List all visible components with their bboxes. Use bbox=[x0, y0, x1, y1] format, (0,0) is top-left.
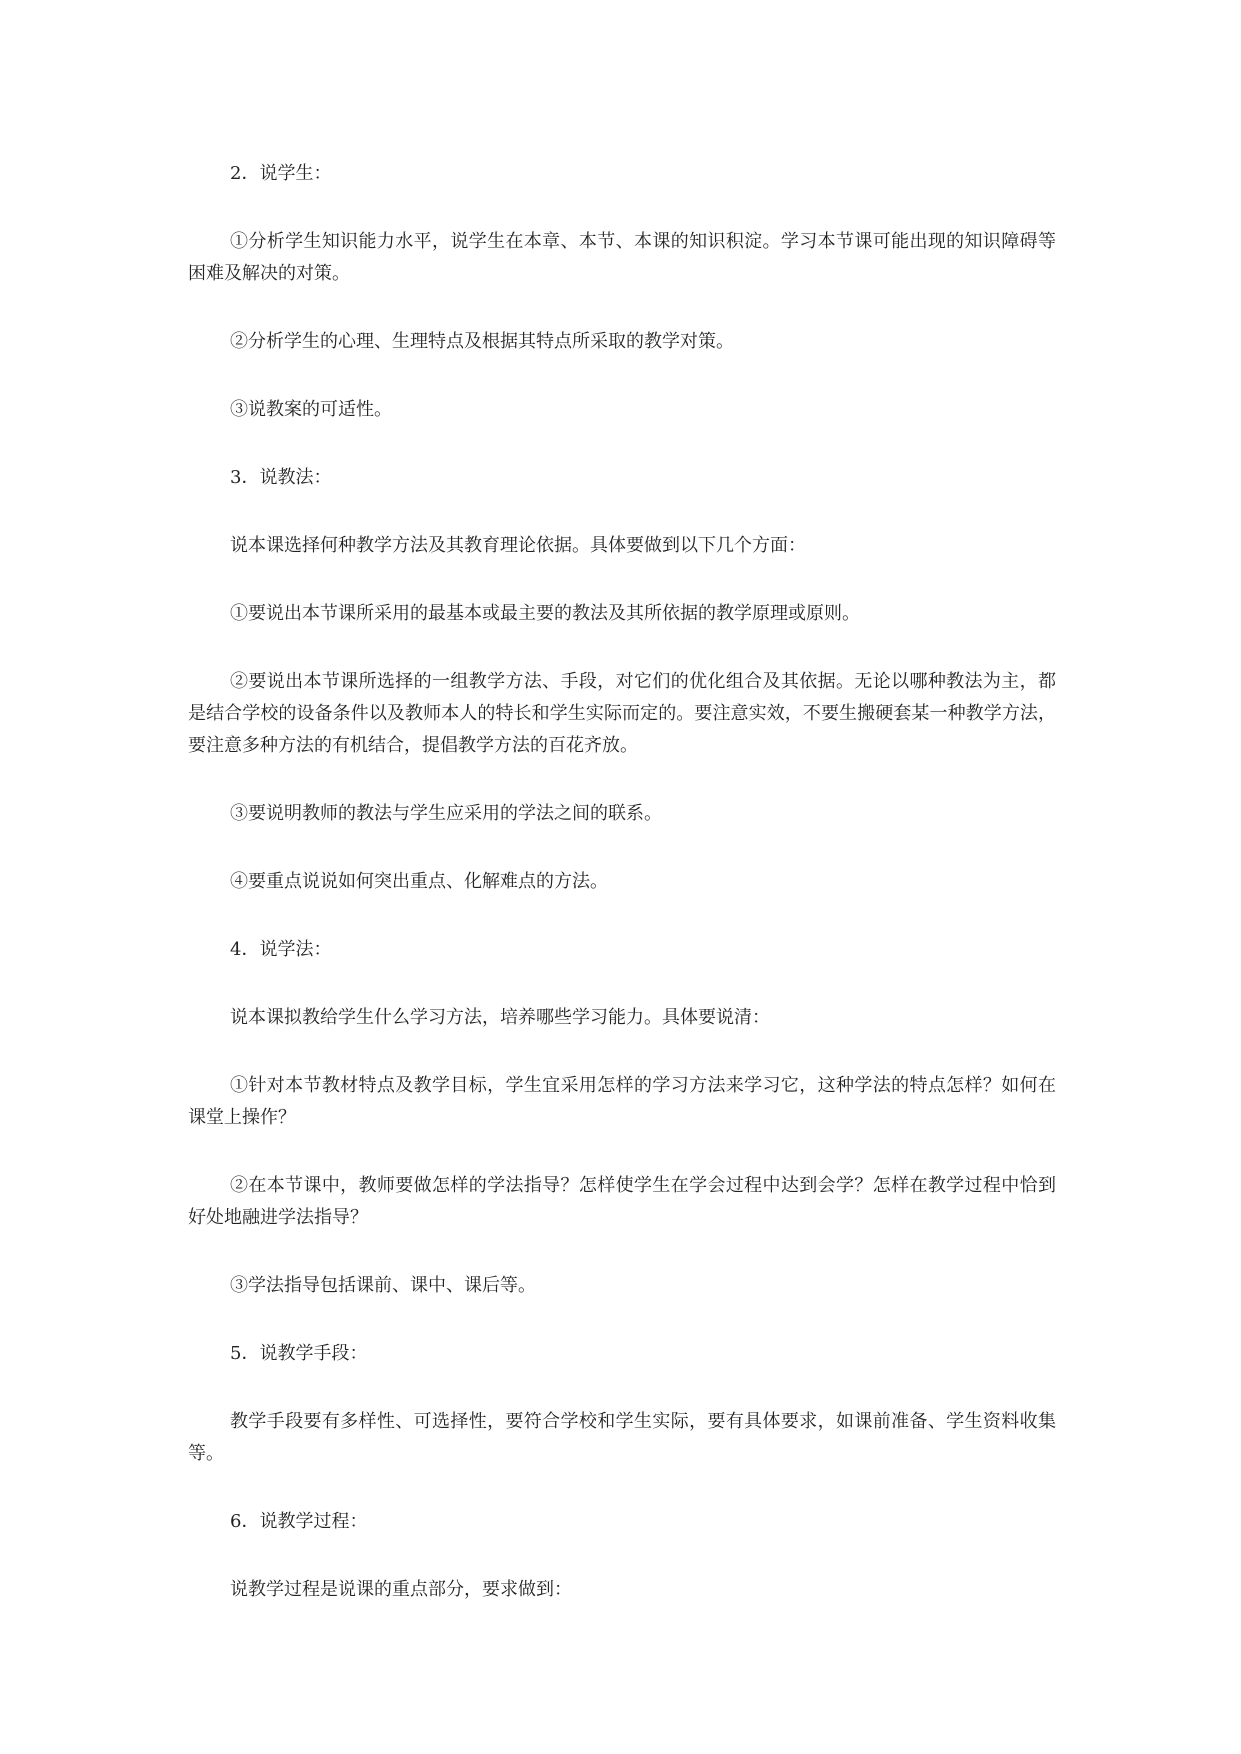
heading-say-teaching-process: 6．说教学过程： bbox=[230, 1511, 368, 1532]
paragraph: 说本课选择何种教学方法及其教育理论依据。具体要做到以下几个方面： bbox=[230, 535, 806, 556]
heading-say-teaching-means: 5．说教学手段： bbox=[230, 1343, 368, 1364]
document-body bbox=[188, 158, 1056, 1606]
paragraph: ②在本节课中，教师要做怎样的学法指导？怎样使学生在学会过程中达到会学？怎样在教学过程中恰到好处地融进学法指导？ bbox=[188, 1175, 1056, 1228]
paragraph: ④要重点说说如何突出重点、化解难点的方法。 bbox=[230, 871, 608, 892]
paragraph: 教学手段要有多样性、可选择性，要符合学校和学生实际，要有具体要求，如课前准备、学生资料收集等。 bbox=[188, 1411, 1056, 1464]
paragraph: ③要说明教师的教法与学生应采用的学法之间的联系。 bbox=[230, 803, 662, 824]
paragraph: ①针对本节教材特点及教学目标，学生宜采用怎样的学习方法来学习它，这种学法的特点怎样？如何在课堂上操作？ bbox=[188, 1075, 1056, 1128]
heading-say-learning-methods: 4．说学法： bbox=[230, 939, 332, 960]
paragraph: ①要说出本节课所采用的最基本或最主要的教法及其所依据的教学原理或原则。 bbox=[230, 603, 860, 624]
paragraph: ②要说出本节课所选择的一组教学方法、手段，对它们的优化组合及其依据。无论以哪种教法为主，都是结合学校的设备条件以及教师本人的特长和学生实际而定的。要注意实效，不要生搬硬套某一种教学方法，要注意多种方法的有机结合，提倡教学方法的百花齐放。 bbox=[188, 671, 1056, 756]
paragraph: 说教学过程是说课的重点部分，要求做到： bbox=[230, 1579, 572, 1600]
paragraph: ①分析学生知识能力水平，说学生在本章、本节、本课的知识积淀。学习本节课可能出现的知识障碍等困难及解决的对策。 bbox=[188, 231, 1056, 284]
heading-say-students: 2．说学生： bbox=[230, 163, 332, 184]
paragraph: ③学法指导包括课前、课中、课后等。 bbox=[230, 1275, 536, 1296]
paragraph: ③说教案的可适性。 bbox=[230, 399, 392, 420]
paragraph: 说本课拟教给学生什么学习方法，培养哪些学习能力。具体要说清： bbox=[230, 1007, 770, 1028]
heading-say-teaching-methods: 3．说教法： bbox=[230, 467, 332, 488]
paragraph: ②分析学生的心理、生理特点及根据其特点所采取的教学对策。 bbox=[230, 331, 734, 352]
